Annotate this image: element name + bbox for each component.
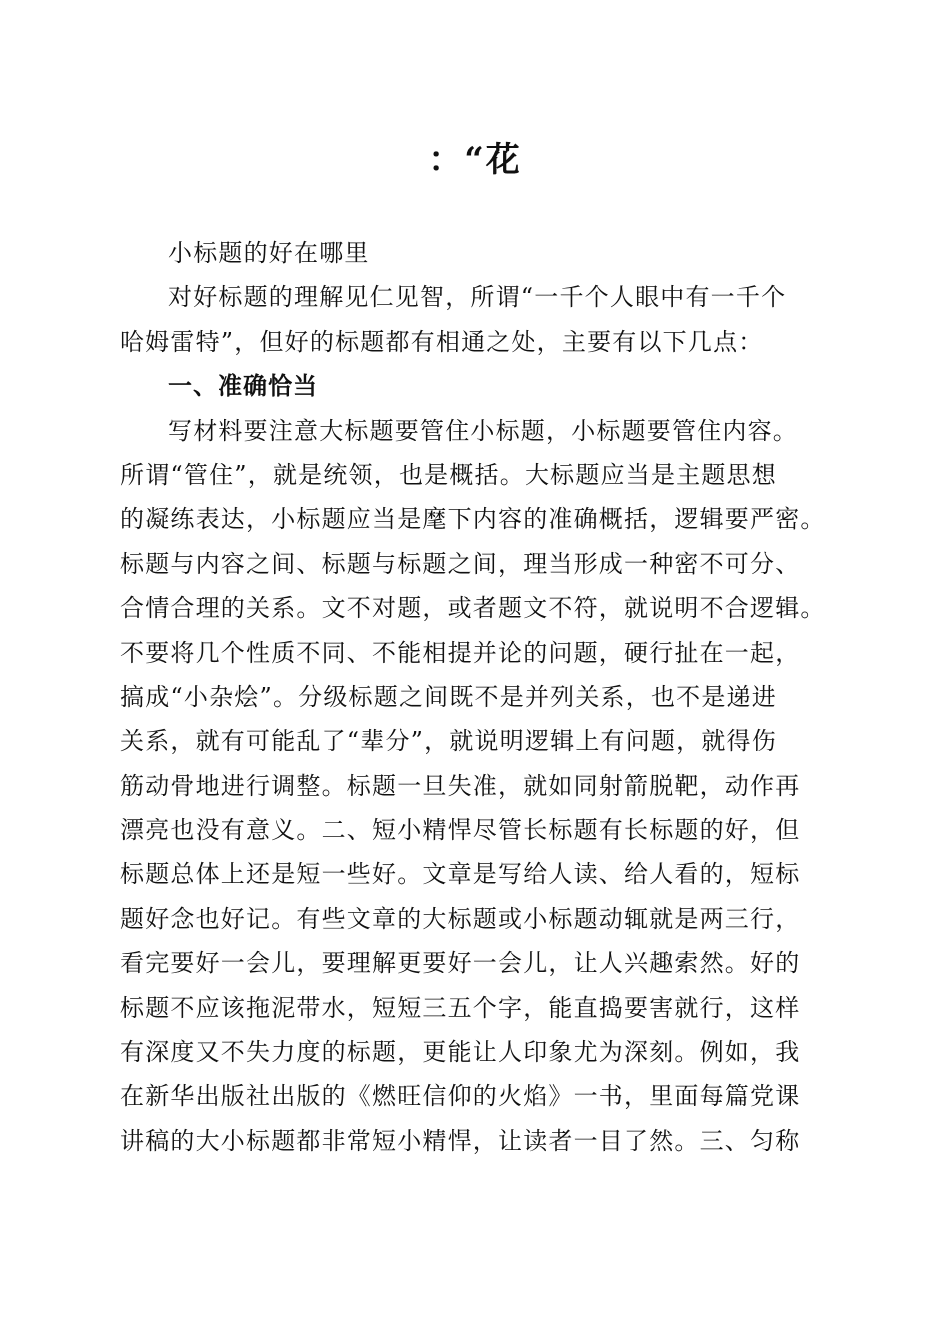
paragraph-line: 在新华出版社出版的《燃旺信仰的火焰》一书，里面每篇党课	[120, 1082, 801, 1111]
paragraph-line: 标题与内容之间、标题与标题之间，理当形成一种密不可分、	[120, 549, 801, 578]
paragraph-line: 哈姆雷特”，但好的标题都有相通之处，主要有以下几点：	[120, 327, 764, 356]
paragraph-line: 的凝练表达，小标题应当是麾下内容的准确概括，逻辑要严密。	[120, 505, 826, 534]
document-body	[120, 231, 840, 1163]
page-title: ：“花	[428, 140, 522, 180]
paragraph-line: 写材料要注意大标题要管住小标题，小标题要管住内容。	[168, 416, 798, 445]
paragraph-line: 筋动骨地进行调整。标题一旦失准，就如同射箭脱靶，动作再	[120, 771, 801, 800]
paragraph-line: 合情合理的关系。文不对题，或者题文不符，就说明不合逻辑。	[120, 594, 826, 623]
paragraph-line: 小标题的好在哪里	[168, 239, 370, 267]
paragraph-line: 看完要好一会儿，要理解更要好一会儿，让人兴趣索然。好的	[120, 949, 801, 978]
paragraph-line: 所谓“管住”，就是统领，也是概括。大标题应当是主题思想	[120, 460, 777, 489]
paragraph-line: 关系，就有可能乱了“辈分”，就说明逻辑上有问题，就得伤	[120, 727, 777, 756]
paragraph-line: 标题不应该拖泥带水，短短三五个字，能直捣要害就行，这样	[120, 993, 801, 1022]
section-heading: 一、准确恰当	[168, 372, 318, 401]
paragraph-line: 有深度又不失力度的标题，更能让人印象尤为深刻。例如，我	[120, 1038, 801, 1067]
paragraph-line: 漂亮也没有意义。二、短小精悍尽管长标题有长标题的好，但	[120, 816, 801, 845]
paragraph-line: 标题总体上还是短一些好。文章是写给人读、给人看的，短标	[120, 860, 801, 889]
paragraph-line: 搞成“小杂烩”。分级标题之间既不是并列关系，也不是递进	[120, 682, 777, 711]
paragraph-line: 不要将几个性质不同、不能相提并论的问题，硬行扯在一起，	[120, 638, 801, 667]
paragraph-line: 题好念也好记。有些文章的大标题或小标题动辄就是两三行，	[120, 904, 801, 933]
paragraph-line: 讲稿的大小标题都非常短小精悍，让读者一目了然。三、匀称	[120, 1126, 801, 1155]
paragraph-line: 对好标题的理解见仁见智，所谓“一千个人眼中有一千个	[168, 283, 787, 312]
